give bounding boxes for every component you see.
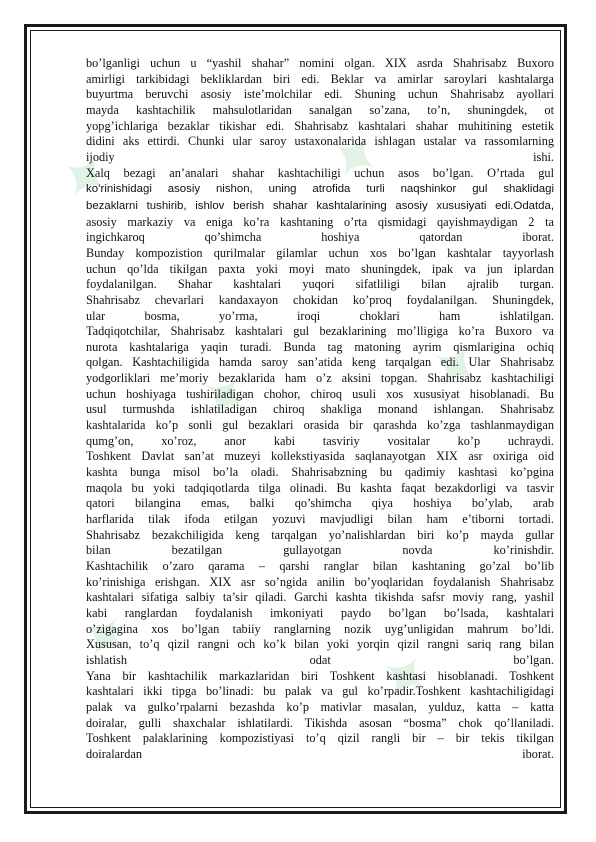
text-line: Xususan, to’q qizil rangni och ko’k bilan yoki yorqin qizil rangni sariq rang bilan [86,637,554,652]
text-line: kashtalari ikki tipga bo’linadi: bu palak va gul ko’rpadir.Toshkent kashtachiligidagi [86,684,554,699]
text-line: Kashtachilik o’zaro qarama – qarshi ranglar bilan kashtaning go’zal bo’lib [86,559,554,573]
text-line: yopg’ichlariga bezaklar tikishar edi. Shahrisabz kashtalari shahar muhitining estetik [86,118,554,133]
text-line: buyurtma beruvchi asosiy iste’molchilar edi. Shuning uchun Shahrisabz ayollari [86,87,554,102]
text-line: Xalq bezagi an’analari shahar kashtachiligi uchun asos bo’lgan. O’rtada gul [86,165,554,180]
text-line [86,181,554,198]
watermark-glyph: ✦ [41,136,131,219]
text-line: Toshkent palaklarining kompozistiyasi to’q qizil rangli bir – bir tekis tikilgan [86,731,554,746]
watermark-glyph: ✦ [181,356,271,439]
text-line: Tadqiqotchilar, Shahrisabz kashtalari gul bezaklarining mo’lligiga ko’ra Buxoro va [86,324,554,339]
text-line: asosiy markaziy va eniga ko’ra kashtaning o’rta qismidagi qayishmaydigan 2 ta [86,214,554,229]
watermark-glyph: ✦ [61,596,151,679]
text-line-sans: bezaklarni tushirib, ishlov berish shahar kashtalarining asosiy xususiyati edi.Odatda, [86,199,554,212]
text-line: kashta bunga misol bo’la oladi. Shahrisabzning bu qadimiy kashtasi ko’pgina [86,465,554,480]
text-line: yodgorliklari me’moriy bezaklarida ham o’z aksini topgan. Shahrisabz kashtachiligi [86,371,554,386]
text-line: palak va gulko’rpalarni bezashda ko’p mativlar masalan, yulduz, katta – katta [86,699,554,714]
text-line: foydalanilgan. Shahar kashtalari yuqori sifatliligi bilan ajralib turgan. [86,277,554,292]
text-line: Bunday kompozistion qurilmalar gilamlar uchun xos bo’lgan kashtalar tayyorlash [86,245,554,260]
watermark-glyph: ✦ [361,636,451,719]
text-line: qatori bilangina emas, balki qo’shimcha qiya hoshiya bo’ylab, arab [86,496,554,511]
text-line: doiralardan iborat. [86,746,554,761]
text-line: uchun hoshiyaga tushiriladigan chohor, chiroq usuli xos xususiyat hisoblanadi. Bu [86,386,554,401]
text-line: Shahrisabz chevarlari kandaxayon chokidan ko’proq foydalanilgan. Shuningdek, [86,292,554,307]
text-line: bo’lganligi uchun u “yashil shahar” nomini olgan. XIX asrda Shahrisabz Buxoro [86,56,554,70]
text-line: kashtalari sifatiga salbiy ta’sir qiladi. Garchi kashta tikishda safsr moviy rang, yashil [86,590,554,605]
body-text [86,56,554,763]
text-line: nurota kashtalariga yaqin turadi. Bunda tag matoning ayrim qismlarigina ochiq [86,339,554,354]
watermark-glyph: ✦ [411,326,501,409]
text-line: maqola bu yoki tadqiqotlarda tilga olinadi. Bu kashta faqat bezakdorligi va tasvir [86,480,554,495]
text-line: ular bosma, yo’rma, iroqi choklari ham ishlatilgan. [86,308,554,323]
text-line: mayda kashtachilik mahsulotlaridan sanalgan so’zana, to’n, shuningdek, ot [86,102,554,117]
text-line: amirligi tarkibidagi bekliklardan biri edi. Beklar va amirlar saroylari kashtalarga [86,71,554,86]
text-line: ijodiy ishi. [86,149,554,164]
text-line: ko’rinishiga erishgan. XIX asr so’ngida anilin bo’yoqlaridan foydalanish Shahrisabz [86,574,554,589]
text-line: harflarida tilak ifoda etilgan yozuvi mavjudligi bilan ham e’tiborni tortadi. [86,512,554,527]
text-line: qolgan. Kashtachiligida hamda saroy san’atida keng tarqalgan edi. Ular Shahrisabz [86,355,554,370]
text-line: Shahrisabz bezakchiligida keng tarqalgan yo’nalishlardan biri ko’p mayda gullar [86,527,554,542]
text-line-sans: ko’rinishidagi asosiy nishon, uning atrofida turli naqshinkor gul shaklidagi [86,183,554,196]
text-line: Yana bir kashtachilik markazlaridan biri Toshkent kashtasi hisoblanadi. Toshkent [86,668,554,683]
text-line: doiralar, gulli shaxchalar ishlatilardi. Tikishda asosan “bosma” chok qo’llaniladi. [86,715,554,730]
text-line: didini aks ettirdi. Chunki ular saroy ustaxonalarida ishlagan ustalar va rassomlarning [86,134,554,149]
text-line: kashtalarida ko’p sonli gul bezaklari orasida bir qarashda ko’zga tashlanmaydigan [86,418,554,433]
text-line: Toshkent Davlat san’at muzeyi kollekstiyasida saqlanayotgan XIX asr oxiriga oid [86,449,554,464]
text-line: uchun qo’lda tikilgan paxta yoki moyi mato shuningdek, ipak va jun iplardan [86,261,554,276]
text-line: qumg’on, xo’roz, anor kabi tasviriy vositalar ko’p uchraydi. [86,433,554,448]
text-line: bilan bezatilgan gullayotgan novda ko’rinishdir. [86,543,554,558]
text-line: usul turmushda ishlatiladigan chiroq shakliga monand ishlangan. Shahrisabz [86,402,554,417]
text-line: o’zigagina xos bo’lgan tabiiy ranglarning nozik uyg’unligidan mahrum bo’ldi. [86,621,554,636]
text-line: kabi ranglardan foydalanish imkoniyati paydo bo’lgan bo’lsada, kashtalari [86,605,554,620]
text-line: ingichkaroq qo’shimcha hoshiya qatordan iborat. [86,230,554,245]
text-line [86,198,554,215]
text-line: ishlatish odat bo’lgan. [86,652,554,667]
watermark-glyph: ✦ [311,116,401,199]
